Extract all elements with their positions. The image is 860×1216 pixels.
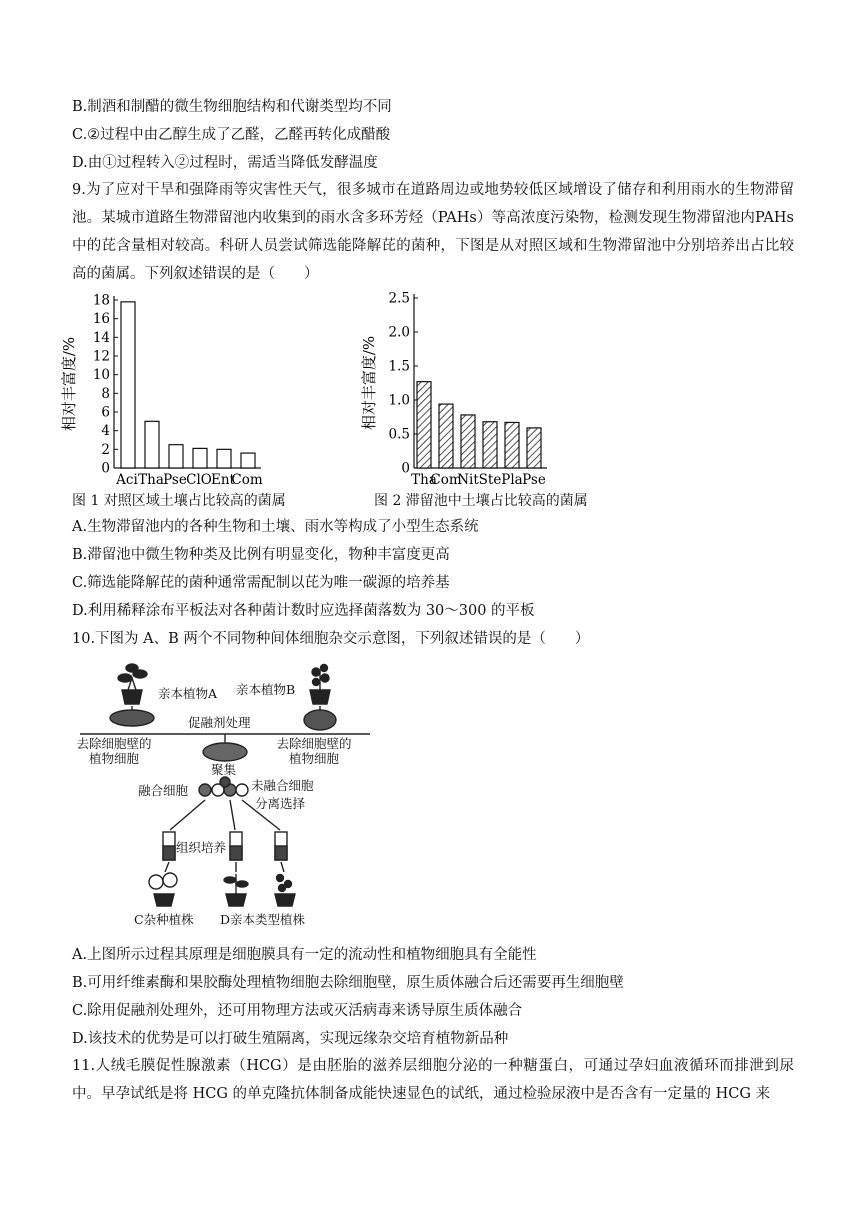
q9-option-d: D.利用稀释涂布平板法对各种菌计数时应选择菌落数为 30～300 的平板	[72, 603, 535, 619]
label-remove-wall-right: 去除细胞壁的植物细胞	[276, 736, 352, 766]
chart2-bar-pla	[505, 422, 519, 468]
label-parent-b: 亲本植物B	[236, 682, 296, 697]
q10-option-b: B.可用纤维素酶和果胶酶处理植物细胞去除细胞壁，原生质体融合后还需要再生细胞壁	[72, 975, 624, 991]
chart2-category-label: Com	[430, 472, 462, 488]
chart1-ytick-label: 18	[92, 292, 110, 309]
q10-stem: 10.下图为 A、B 两个不同物种间体细胞杂交示意图，下列叙述错误的是（ ）	[72, 631, 590, 647]
q10-option-d: D.该技术的优势是可以打破生殖隔离，实现远缘杂交培育植物新品种	[72, 1031, 509, 1047]
q8-option-c: C.②过程中由乙醇生成了乙醛，乙醛再转化成醋酸	[72, 127, 391, 143]
chart-1-control-area	[60, 286, 285, 488]
figure-2-caption: 图 2 滞留池中土壤占比较高的菌属	[374, 493, 588, 509]
q9-option-c: C.筛选能降解芘的菌种通常需配制以芘为唯一碳源的培养基	[72, 575, 450, 591]
q11-stem: 11.人绒毛膜促性腺激素（HCG）是由胚胎的滋养层细胞分泌的一种糖蛋白，可通过孕妇血液循环而排泄到尿中。早孕试纸是将 HCG 的单克隆抗体制备成能快速显色的试纸，通过检验尿液中是否含有一定量的 HCG 来	[72, 1058, 794, 1102]
chart2-category-label: Pse	[522, 472, 546, 488]
chart2-bar-nit	[461, 415, 475, 468]
figure-1-caption: 图 1 对照区域土壤占比较高的菌属	[72, 493, 286, 509]
chart1-bar-com	[241, 453, 255, 468]
chart2-category-label: Pla	[501, 472, 523, 488]
chart2-ytick-label: 0	[401, 460, 410, 477]
chart1-ytick-label: 4	[101, 423, 110, 440]
chart1-ytick-label: 14	[92, 329, 110, 346]
chart2-bar-tha	[417, 382, 431, 468]
chart1-category-label: Tha	[138, 472, 164, 488]
q8-option-b: B.制酒和制醋的微生物细胞结构和代谢类型均不同	[72, 99, 392, 115]
label-unfused-cell: 未融合细胞	[251, 778, 314, 793]
chart1-category-label: ClO	[186, 472, 212, 488]
q10-option-a: A.上图所示过程其原理是细胞膜具有一定的流动性和植物细胞具有全能性	[72, 947, 537, 963]
chart1-ytick-label: 8	[101, 385, 110, 402]
chart2-bar-ste	[483, 422, 497, 468]
label-fused-cell: 融合细胞	[138, 783, 189, 798]
chart1-bar-pse	[169, 445, 183, 468]
chart1-bar-ent	[217, 449, 231, 468]
chart2-ytick-label: 1.0	[388, 392, 410, 409]
chart2-ytick-label: 0.5	[388, 426, 410, 443]
chart2-ytick-label: 1.5	[388, 358, 410, 375]
chart-2-retention-pond	[360, 286, 548, 488]
q9-option-b: B.滞留池中微生物种类及比例有明显变化，物种丰富度更高	[72, 547, 450, 563]
chart1-ytick-label: 12	[92, 348, 110, 365]
label-fusion-agent: 促融剂处理	[188, 715, 251, 730]
somatic-hybridization-diagram	[70, 660, 400, 940]
diagram-graphics	[70, 660, 400, 940]
chart1-bar-clo	[193, 448, 207, 468]
q10-option-c: C.除用促融剂处理外，还可用物理方法或灭活病毒来诱导原生质体融合	[72, 1003, 523, 1019]
chart2-ytick-label: 2.5	[388, 290, 410, 307]
label-hybrid-plant: C杂种植株	[134, 912, 194, 927]
chart2-category-label: Ste	[478, 472, 502, 488]
chart1-ylabel: 相对丰富度/%	[60, 336, 78, 432]
chart2-category-label: Tha	[411, 472, 437, 488]
chart2-bar-pse	[527, 428, 541, 468]
chart1-ytick-label: 10	[92, 367, 110, 384]
chart2-category-label: Nit	[457, 472, 479, 488]
label-separate-select: 分离选择	[255, 796, 306, 811]
chart1-ytick-label: 2	[101, 441, 110, 458]
chart1-ytick-label: 6	[101, 404, 110, 421]
q9-option-a: A.生物滞留池内的各种生物和土壤、雨水等构成了小型生态系统	[72, 519, 479, 535]
chart1-category-label: Com	[231, 472, 263, 488]
label-remove-wall-left: 去除细胞壁的植物细胞	[76, 736, 152, 766]
chart2-ylabel: 相对丰富度/%	[360, 335, 378, 431]
chart1-bar-aci	[121, 302, 135, 468]
chart2-bar-com	[439, 404, 453, 468]
label-parent-a: 亲本植物A	[158, 686, 218, 701]
chart1-category-label: Pse	[163, 472, 187, 488]
chart1-bar-tha	[145, 421, 159, 468]
chart1-category-label: Ent	[211, 472, 235, 488]
chart1-ytick-label: 16	[92, 311, 110, 328]
q8-option-d: D.由①过程转入②过程时，需适当降低发酵温度	[72, 155, 378, 171]
chart1-category-label: Aci	[116, 472, 138, 488]
label-aggregate: 聚集	[211, 762, 237, 777]
chart1-ytick-label: 0	[101, 460, 110, 477]
q9-stem: 9.为了应对干旱和强降雨等灾害性天气，很多城市在道路周边或地势较低区域增设了储存和利用雨水的生物滞留池。某城市道路生物滞留池内收集到的雨水含多环芳烃（PAHs）等高浓度污染物，检测发现生物滞留池内PAHs中的芘含量相对较高。科研人员尝试筛选能降解芘的菌种，下图是从对照区域和生物滞留池中分别培养出占比较高的菌属。下列叙述错误的是（ ）	[72, 182, 794, 282]
label-parental-type-plant: D亲本类型植株	[220, 912, 306, 927]
chart2-ytick-label: 2.0	[388, 324, 410, 341]
label-tissue-culture: 组织培养	[176, 840, 227, 855]
